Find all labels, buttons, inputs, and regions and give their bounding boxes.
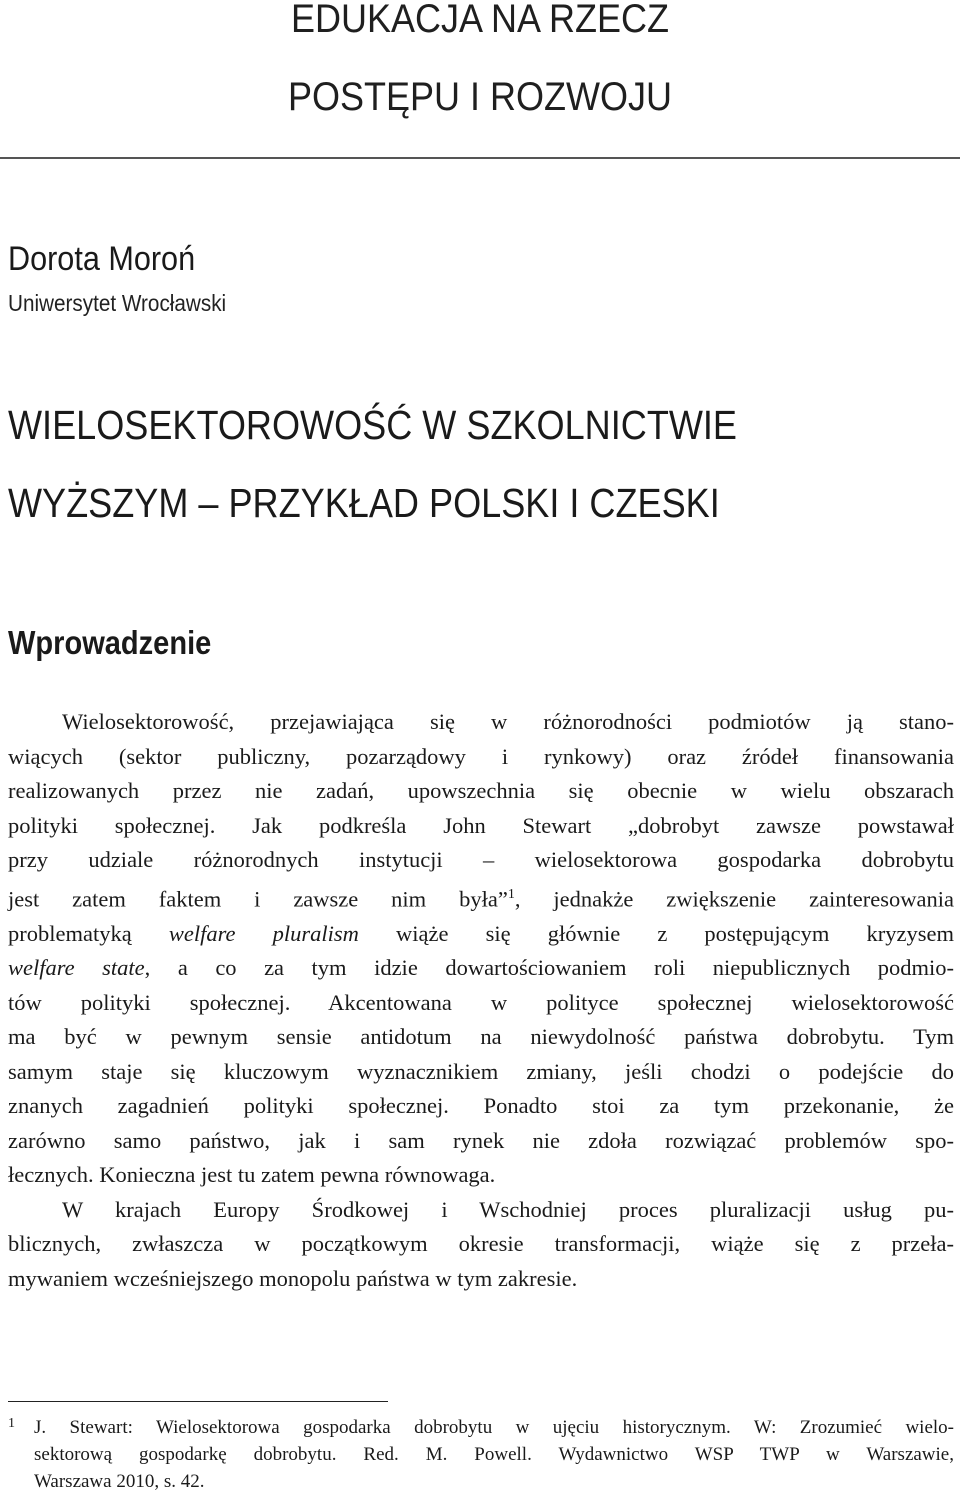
text-segment: problematyką — [8, 920, 169, 946]
footnote-line: Warszawa 2010, s. 42. — [34, 1471, 205, 1492]
footnote-number: 1 — [8, 1416, 15, 1431]
article-title-line-2: WYŻSZYM – PRZYKŁAD POLSKI I CZESKI — [8, 480, 720, 526]
body-text — [8, 705, 954, 1296]
article-title-line-1: WIELOSEKTOROWOŚĆ W SZKOLNICTWIE — [8, 402, 738, 448]
footnote-text — [34, 1414, 954, 1495]
text-line: tów polityki społecznej. Akcentowana w polityce społecznej wielosektorowość — [8, 989, 954, 1015]
footnote — [8, 1414, 954, 1495]
text-line: samym staje się kluczowym wyznacznikiem zmiany, jeśli chodzi o podejście do — [8, 1058, 954, 1084]
footnote-reference[interactable]: 1 — [507, 886, 515, 902]
italic-term: welfare pluralism — [168, 920, 359, 946]
footnote-line: J. Stewart: Wielosektorowa gospodarka dobrobytu w ujęciu historycznym. W: Zrozumieć wielo- — [34, 1417, 954, 1438]
author-name: Dorota Moroń — [8, 240, 196, 278]
header-line-2: POSTĘPU I ROZWOJU — [287, 75, 673, 119]
section-heading: Wprowadzenie — [8, 624, 212, 661]
text-segment: , jednakże zwiększenie zainteresowania — [514, 886, 954, 911]
text-line: zarówno samo państwo, jak i sam rynek nie zdoła rozwiązać problemów spo- — [8, 1127, 954, 1153]
text-line: łecznych. Konieczna jest tu zatem pewna równowaga. — [8, 1162, 496, 1187]
footnote-separator — [8, 1401, 388, 1402]
text-line: ma być w pewnym sensie antidotum na niewydolność państwa dobrobytu. Tym — [8, 1024, 954, 1049]
paragraph-1 — [8, 705, 954, 1193]
text-line: przy udziale różnorodnych instytucji – wielosektorowa gospodarka dobrobytu — [8, 847, 954, 872]
text-line — [8, 951, 954, 986]
text-line: mywaniem wcześniejszego monopolu państwa w tym zakresie. — [8, 1265, 578, 1291]
text-line: realizowanych przez nie zadań, upowszechnia się obecnie w wielu obszarach — [8, 778, 954, 803]
header-rule — [0, 157, 960, 159]
text-line: polityki społecznej. Jak podkreśla John Stewart „dobrobyt zawsze powstawał — [8, 812, 954, 838]
author-affiliation: Uniwersytet Wrocławski — [8, 290, 227, 316]
paragraph-2 — [8, 1193, 954, 1297]
text-line: znanych zagadnień polityki społecznej. Ponadto stoi za tym przekonanie, że — [8, 1093, 954, 1118]
italic-term: welfare state — [8, 955, 145, 980]
text-line: Wielosektorowość, przejawiająca się w różnorodności podmiotów ją stano- — [62, 709, 954, 734]
text-line — [8, 917, 954, 952]
text-segment: jest zatem faktem i zawsze nim była” — [8, 886, 508, 911]
text-segment: , a co za tym idzie dowartościowaniem roli niepublicznych podmio- — [144, 955, 954, 980]
text-line: blicznych, zwłaszcza w początkowym okresie transformacji, wiąże się z przeła- — [8, 1231, 954, 1256]
text-line: W krajach Europy Środkowej i Wschodniej proces pluralizacji usług pu- — [62, 1196, 954, 1222]
header-line-1: EDUKACJA NA RZECZ — [290, 0, 670, 41]
footnote-line: sektorową gospodarkę dobrobytu. Red. M. Powell. Wydawnictwo WSP TWP w Warszawie, — [34, 1444, 954, 1465]
text-line: wiących (sektor publiczny, pozarządowy i rynkowy) oraz źródeł finansowania — [8, 743, 954, 769]
text-segment: wiąże się głównie z postępującym kryzysem — [358, 920, 954, 946]
text-line — [8, 878, 954, 917]
